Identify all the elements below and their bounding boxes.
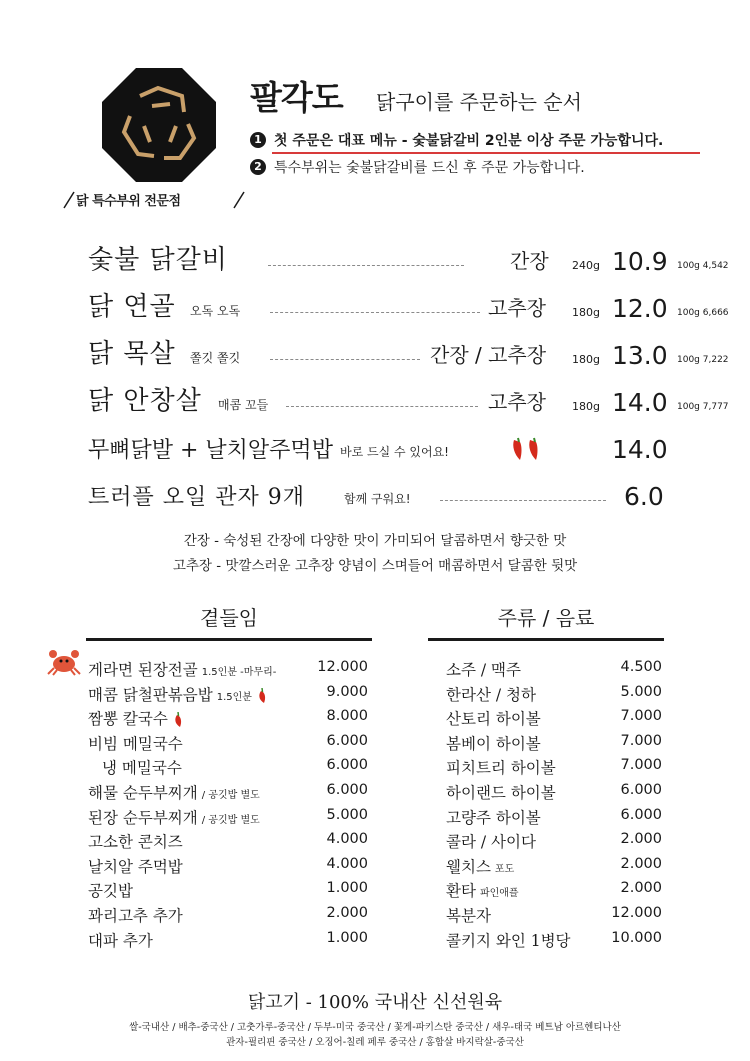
item-name-text: 짬뽕 칼국수 xyxy=(88,710,168,729)
item-name-text: 된장 순두부찌개 xyxy=(88,808,198,827)
list-item xyxy=(88,927,368,951)
notice-number: 1 xyxy=(250,132,266,148)
item-name xyxy=(88,904,183,926)
item-name xyxy=(446,929,571,951)
leader-dots xyxy=(270,359,420,360)
drinks-heading: 주류 / 음료 xyxy=(497,606,595,630)
item-price: 6.000 xyxy=(326,732,368,749)
menu-row xyxy=(88,240,728,280)
sauce-description: 간장 - 숙성된 간장에 다양한 맛이 가미되어 달콤하면서 향긋한 맛 xyxy=(183,533,567,549)
item-name xyxy=(88,781,260,803)
menu-row xyxy=(88,334,728,374)
item-name-text: 환타 xyxy=(446,882,476,901)
item-price: 1.000 xyxy=(326,880,368,897)
item-note: / 공깃밥 별도 xyxy=(201,814,260,826)
list-item xyxy=(446,902,662,926)
item-name xyxy=(88,658,276,680)
menu-note: 매콤 꼬들 xyxy=(218,398,269,412)
item-price: 6.000 xyxy=(326,782,368,798)
item-price: 6.000 xyxy=(620,782,662,798)
item-name xyxy=(88,879,133,901)
item-price: 4.500 xyxy=(620,659,662,675)
item-note: 포도 xyxy=(494,863,515,875)
item-name xyxy=(446,904,491,926)
notice-underline xyxy=(272,152,700,154)
list-item xyxy=(446,779,662,803)
item-price: 12.000 xyxy=(317,659,368,675)
menu-note: 함께 구워요! xyxy=(344,492,411,506)
item-name-text: 고량주 하이볼 xyxy=(446,808,541,827)
menu-name: 숯불 닭갈비 xyxy=(88,245,228,275)
list-item xyxy=(88,656,368,680)
list-item xyxy=(88,730,368,754)
menu-name: 닭 안창살 xyxy=(88,386,202,416)
item-note: 1.5인분 xyxy=(216,691,252,703)
item-name xyxy=(88,732,183,754)
tagline-text: 닭 특수부위 전문점 xyxy=(76,194,181,209)
brand-name: 팔각도 xyxy=(250,78,343,117)
item-name xyxy=(446,806,541,828)
item-price: 2.000 xyxy=(620,831,662,848)
list-item xyxy=(446,877,662,901)
menu-price: 14.0 xyxy=(612,435,668,464)
item-name-text: 콜라 / 사이다 xyxy=(446,833,536,852)
item-name-text: 웰치스 xyxy=(446,857,491,876)
item-name-text: 콜키지 와인 1병당 xyxy=(446,931,571,950)
menu-weight: 180g xyxy=(572,306,600,319)
item-name xyxy=(446,683,536,705)
item-price: 6.000 xyxy=(326,757,368,774)
item-name xyxy=(88,683,268,705)
item-name xyxy=(88,806,260,828)
item-name-text: 꽈리고추 추가 xyxy=(88,907,183,925)
menu-row xyxy=(88,428,728,468)
leader-dots xyxy=(286,406,478,407)
menu-price: 13.0 xyxy=(612,341,668,370)
tagline xyxy=(58,188,250,212)
item-name xyxy=(446,855,514,877)
drinks-rule xyxy=(428,638,664,641)
item-price: 6.000 xyxy=(620,806,662,823)
chili-pepper-icon xyxy=(172,712,184,728)
footer-title: 닭고기 - 100% 국내산 신선원육 xyxy=(247,992,503,1013)
menu-name: 트러플 오일 관자 9개 xyxy=(88,485,305,510)
item-note: 1.5인분 -마무리- xyxy=(201,667,277,678)
list-item xyxy=(88,754,368,778)
list-item xyxy=(88,877,368,901)
item-note: / 공깃밥 별도 xyxy=(201,790,260,801)
item-name xyxy=(88,707,184,729)
menu-unit-price: 100g 7,777 xyxy=(677,402,729,412)
page-subtitle: 닭구이를 주문하는 순서 xyxy=(376,90,582,114)
notice-2 xyxy=(250,157,585,177)
list-item xyxy=(446,828,662,852)
menu-price: 6.0 xyxy=(624,482,664,511)
sauce-description: 고추장 - 맛깔스러운 고추장 양념이 스며들어 매콤하면서 달콤한 뒷맛 xyxy=(172,558,578,574)
item-name-text: 피치트리 하이볼 xyxy=(446,759,556,778)
crab-icon xyxy=(46,646,82,676)
menu-weight: 180g xyxy=(572,353,600,366)
menu-sauce: 간장 / 고추장 xyxy=(430,343,547,367)
item-price: 5.000 xyxy=(620,683,662,700)
list-item xyxy=(446,681,662,705)
item-price: 2.000 xyxy=(620,880,662,897)
item-name-text: 매콤 닭철판볶음밥 xyxy=(88,685,213,704)
item-name-text: 하이랜드 하이볼 xyxy=(446,784,556,802)
menu-name: 무뼈닭발 + 날치알주먹밥 xyxy=(88,438,333,463)
item-name xyxy=(446,756,556,778)
list-item xyxy=(88,804,368,828)
item-price: 10.000 xyxy=(611,929,662,946)
leader-dots xyxy=(440,500,606,501)
item-price: 7.000 xyxy=(620,732,662,749)
item-price: 5.000 xyxy=(326,806,368,823)
menu-sauce: 간장 xyxy=(510,249,549,273)
item-price: 2.000 xyxy=(326,905,368,921)
menu-unit-price: 100g 6,666 xyxy=(677,308,729,318)
item-name xyxy=(446,781,556,803)
item-name-text: 산토리 하이볼 xyxy=(446,710,541,729)
item-name-text: 한라산 / 청하 xyxy=(446,685,536,704)
item-name xyxy=(446,830,536,852)
item-name-text: 봄베이 하이볼 xyxy=(446,734,541,753)
menu-row xyxy=(88,287,728,327)
item-name-text: 공깃밥 xyxy=(88,882,133,901)
item-name xyxy=(446,707,541,729)
list-item xyxy=(88,681,368,705)
menu-note: 오독 오독 xyxy=(190,304,241,318)
sides-rule xyxy=(86,638,372,641)
notice-text: 첫 주문은 대표 메뉴 - 숯불닭갈비 2인분 이상 주문 가능합니다. xyxy=(274,133,664,149)
chili-pepper-icon xyxy=(256,688,268,704)
list-item xyxy=(88,705,368,729)
origin-line: 관자-필리핀 중국산 / 오징어-칠레 페루 중국산 / 홍합살 바지락살-중국산 xyxy=(226,1037,524,1048)
sides-heading: 곁들임 xyxy=(200,606,258,630)
list-item xyxy=(446,754,662,778)
menu-unit-price: 100g 4,542 xyxy=(677,261,729,271)
item-price: 7.000 xyxy=(620,757,662,774)
item-price: 8.000 xyxy=(326,708,368,725)
item-price: 9.000 xyxy=(326,683,368,700)
item-name xyxy=(88,855,183,877)
list-item xyxy=(88,779,368,803)
menu-row xyxy=(88,475,728,515)
item-name xyxy=(88,929,153,951)
item-price: 4.000 xyxy=(326,831,368,848)
menu-weight: 180g xyxy=(572,400,600,413)
menu-note: 쫄깃 쫄깃 xyxy=(190,351,241,365)
item-name-text: 대파 추가 xyxy=(88,931,153,950)
item-price: 4.000 xyxy=(326,855,368,872)
menu-price: 12.0 xyxy=(612,294,668,323)
item-price: 12.000 xyxy=(611,905,662,921)
notice-number: 2 xyxy=(250,159,266,175)
list-item xyxy=(446,705,662,729)
item-name-text: 해물 순두부찌개 xyxy=(88,784,198,802)
menu-unit-price: 100g 7,222 xyxy=(677,355,729,365)
notice-1 xyxy=(250,130,663,150)
item-name-text: 소주 / 맥주 xyxy=(446,661,521,679)
item-name xyxy=(102,756,182,778)
item-name-text: 게라면 된장전골 xyxy=(88,661,198,679)
origin-line: 쌀-국내산 / 배추-중국산 / 고춧가루-중국산 / 두부-미국 중국산 / 꽃게-파키스탄 중국산 / 새우-태국 베트남 아르헨티나산 xyxy=(129,1022,621,1033)
menu-sauce: 고추장 xyxy=(488,296,546,320)
list-item xyxy=(88,902,368,926)
menu-price: 14.0 xyxy=(612,388,668,417)
item-name-text: 냉 메밀국수 xyxy=(102,759,182,778)
brand-logo xyxy=(100,66,218,184)
menu-sauce: 고추장 xyxy=(488,390,546,414)
item-price: 2.000 xyxy=(620,855,662,872)
item-name-text: 복분자 xyxy=(446,907,491,925)
list-item xyxy=(446,730,662,754)
item-name xyxy=(88,830,183,852)
notice-text: 특수부위는 숯불닭갈비를 드신 후 주문 가능합니다. xyxy=(274,160,585,176)
list-item xyxy=(446,853,662,877)
item-name xyxy=(446,658,521,680)
list-item xyxy=(446,656,662,680)
item-note: 파인애플 xyxy=(479,888,519,900)
menu-name: 닭 연골 xyxy=(88,292,176,322)
list-item xyxy=(446,804,662,828)
menu-name: 닭 목살 xyxy=(88,339,176,369)
item-name-text: 고소한 콘치즈 xyxy=(88,833,183,852)
leader-dots xyxy=(268,265,464,266)
list-item xyxy=(88,828,368,852)
item-name xyxy=(446,732,541,754)
menu-note: 바로 드실 수 있어요! xyxy=(340,445,449,459)
leader-dots xyxy=(270,312,480,313)
item-price: 1.000 xyxy=(326,929,368,946)
item-price: 7.000 xyxy=(620,708,662,725)
item-name-text: 날치알 주먹밥 xyxy=(88,857,183,876)
list-item xyxy=(446,927,662,951)
item-name xyxy=(446,879,519,901)
chili-pepper-icon xyxy=(508,436,548,462)
list-item xyxy=(88,853,368,877)
menu-row xyxy=(88,381,728,421)
menu-price: 10.9 xyxy=(612,247,668,276)
item-name-text: 비빔 메밀국수 xyxy=(88,734,183,753)
menu-weight: 240g xyxy=(572,259,600,272)
